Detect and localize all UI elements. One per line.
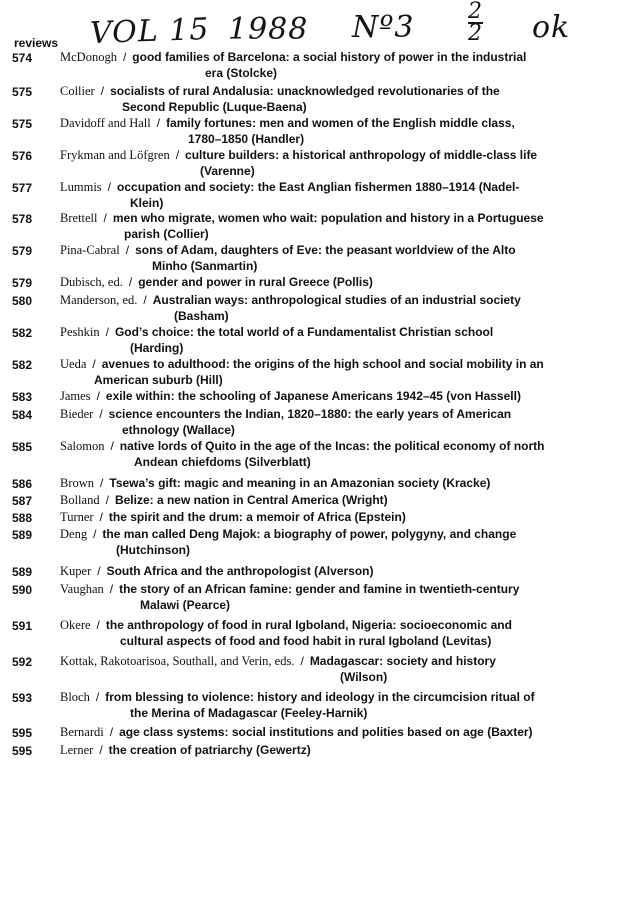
- page-number: 574: [12, 51, 33, 65]
- title-continued: Malawi (Pearce): [140, 597, 231, 612]
- entry-text: [60, 493, 620, 509]
- list-item: [0, 493, 620, 509]
- handwritten-annotation: [0, 0, 620, 56]
- separator: /: [125, 243, 130, 257]
- separator: /: [95, 690, 100, 704]
- entry-text: [60, 148, 620, 179]
- author: Vaughan: [60, 582, 104, 596]
- list-item: [0, 439, 620, 470]
- entry-text: [60, 243, 620, 274]
- page-number: 589: [12, 528, 33, 542]
- entry-text: [60, 325, 620, 356]
- list-item: [0, 407, 620, 438]
- separator: /: [99, 407, 103, 421]
- list-item: [0, 325, 620, 356]
- title: the spirit and the drum: a memoir of Africa (Epstein): [108, 510, 406, 524]
- author: Bernardi: [60, 725, 104, 739]
- entry-text: [60, 725, 620, 741]
- list-item: [0, 275, 620, 291]
- title-continued: (Basham): [174, 308, 229, 323]
- title: native lords of Quito in the age of the Incas: the political economy of north: [119, 439, 545, 453]
- title: good families of Barcelona: a social history of power in the industrial: [132, 50, 527, 64]
- title-continued: ethnology (Wallace): [122, 422, 235, 437]
- list-item: [0, 211, 620, 242]
- author: Bolland: [60, 493, 100, 507]
- entry-text: [60, 476, 620, 492]
- title: age class systems: social institutions and polities based on age (Baxter): [119, 725, 533, 739]
- page-number: 595: [12, 744, 33, 758]
- page-number: 582: [12, 326, 33, 340]
- list-item: [0, 148, 620, 179]
- page-number: 595: [12, 726, 33, 740]
- title: exile within: the schooling of Japanese Americans 1942–45 (von Hassell): [105, 389, 521, 403]
- separator: /: [97, 564, 101, 578]
- separator: /: [103, 211, 107, 225]
- title-continued: Andean chiefdoms (Silverblatt): [134, 454, 311, 469]
- list-item: [0, 476, 620, 492]
- separator: /: [96, 618, 100, 632]
- entry-text: [60, 293, 620, 324]
- list-item: [0, 725, 620, 741]
- separator: /: [105, 493, 109, 507]
- handwritten-fraction-bottom: 2: [468, 21, 483, 46]
- list-item: [0, 180, 620, 211]
- page-number: 585: [12, 440, 33, 454]
- title: Tsewa’s gift: magic and meaning in an Amazonian society (Kracke): [109, 476, 491, 490]
- title-continued: Minho (Sanmartin): [152, 258, 258, 273]
- author: Lerner: [60, 743, 94, 757]
- separator: /: [300, 654, 304, 668]
- author: Okere: [60, 618, 91, 632]
- title: South Africa and the anthropologist (Alverson): [106, 564, 374, 578]
- title: from blessing to violence: history and ideology in the circumcision ritual of: [105, 690, 535, 704]
- page-number: 589: [12, 565, 33, 579]
- title: Australian ways: anthropological studies of an industrial society: [152, 293, 521, 307]
- page-number: 575: [12, 117, 33, 131]
- separator: /: [100, 476, 104, 490]
- separator: /: [96, 389, 100, 403]
- entry-text: [60, 654, 620, 685]
- author: Bieder: [60, 407, 94, 421]
- author: Collier: [60, 84, 95, 98]
- list-item: [0, 510, 620, 526]
- handwritten-year: 1988: [228, 12, 309, 47]
- page-number: 580: [12, 294, 33, 308]
- title-continued: American suburb (Hill): [94, 372, 223, 387]
- entry-text: [60, 275, 620, 291]
- entry-text: [60, 618, 620, 649]
- separator: /: [100, 84, 105, 98]
- list-item: [0, 116, 620, 147]
- author: Salomon: [60, 439, 105, 453]
- separator: /: [99, 743, 103, 757]
- title: gender and power in rural Greece (Pollis): [138, 275, 373, 289]
- separator: /: [99, 510, 103, 524]
- author: Kottak, Rakotoarisoa, Southall, and Verin, eds.: [60, 654, 295, 668]
- list-item: [0, 50, 620, 81]
- separator: /: [175, 148, 180, 162]
- entry-text: [60, 389, 620, 405]
- entry-text: [60, 116, 620, 147]
- author: Bloch: [60, 690, 90, 704]
- author: Ueda: [60, 357, 87, 371]
- author: Frykman and Löfgren: [60, 148, 170, 162]
- list-item: [0, 293, 620, 324]
- author: Brettell: [60, 211, 98, 225]
- title-continued: parish (Collier): [124, 226, 209, 241]
- list-item: [0, 743, 620, 759]
- title: Madagascar: society and history: [309, 654, 496, 668]
- author: Manderson, ed.: [60, 293, 138, 307]
- separator: /: [122, 50, 127, 64]
- entry-text: [60, 50, 620, 81]
- title-continued: (Hutchinson): [116, 542, 190, 557]
- page-number: 577: [12, 181, 33, 195]
- separator: /: [109, 725, 114, 739]
- separator: /: [143, 293, 147, 307]
- title: family fortunes: men and women of the English middle class,: [166, 116, 515, 130]
- list-item: [0, 527, 620, 558]
- separator: /: [107, 180, 112, 194]
- entry-text: [60, 407, 620, 438]
- handwritten-ok: ok: [532, 10, 571, 45]
- title-continued: 1780–1850 (Handler): [188, 131, 305, 146]
- page-number: 588: [12, 511, 33, 525]
- page-number: 579: [12, 244, 33, 258]
- separator: /: [93, 527, 97, 541]
- handwritten-fraction-top: 2: [468, 0, 483, 24]
- separator: /: [109, 582, 114, 596]
- entry-text: [60, 564, 620, 580]
- title-continued: the Merina of Madagascar (Feeley-Harnik): [130, 705, 368, 720]
- title-continued: (Wilson): [340, 669, 388, 684]
- page-number: 593: [12, 691, 33, 705]
- separator: /: [110, 439, 114, 453]
- entry-text: [60, 743, 620, 759]
- author: McDonogh: [60, 50, 117, 64]
- entry-text: [60, 357, 620, 388]
- separator: /: [105, 325, 109, 339]
- author: James: [60, 389, 91, 403]
- author: Turner: [60, 510, 94, 524]
- author: Davidoff and Hall: [60, 116, 151, 130]
- title: occupation and society: the East Anglian fishermen 1880–1914 (Nadel-: [117, 180, 520, 194]
- author: Lummis: [60, 180, 102, 194]
- page-number: 586: [12, 477, 33, 491]
- handwritten-volume: VOL 15: [89, 11, 210, 52]
- title: avenues to adulthood: the origins of the high school and social mobility in an: [101, 357, 544, 371]
- separator: /: [92, 357, 96, 371]
- title: socialists of rural Andalusia: unacknowledged revolutionaries of the: [110, 84, 500, 98]
- entry-text: [60, 582, 620, 613]
- title: Belize: a new nation in Central America (Wright): [114, 493, 388, 507]
- entry-text: [60, 439, 620, 470]
- title: sons of Adam, daughters of Eve: the peasant worldview of the Alto: [135, 243, 516, 257]
- entry-text: [60, 510, 620, 526]
- title: men who migrate, women who wait: population and history in a Portuguese: [112, 211, 544, 225]
- section-header: reviews: [14, 36, 59, 50]
- title: culture builders: a historical anthropology of middle-class life: [185, 148, 538, 162]
- title-continued: Klein): [130, 195, 164, 210]
- page-number: 590: [12, 583, 33, 597]
- page-number: 578: [12, 212, 33, 226]
- author: Pina-Cabral: [60, 243, 120, 257]
- page-number: 592: [12, 655, 33, 669]
- title: the man called Deng Majok: a biography of power, polygyny, and change: [102, 527, 517, 541]
- list-item: [0, 84, 620, 115]
- handwritten-issue: Nº3: [352, 10, 415, 45]
- page-number: 591: [12, 619, 33, 633]
- page-number: 575: [12, 85, 33, 99]
- title: the story of an African famine: gender and famine in twentieth-century: [119, 582, 520, 596]
- list-item: [0, 654, 620, 685]
- separator: /: [156, 116, 161, 130]
- author: Brown: [60, 476, 95, 490]
- title: the creation of patriarchy (Gewertz): [108, 743, 311, 757]
- page-number: 579: [12, 276, 33, 290]
- list-item: [0, 690, 620, 721]
- title: God’s choice: the total world of a Fundamentalist Christian school: [114, 325, 494, 339]
- entry-text: [60, 690, 620, 721]
- entry-text: [60, 211, 620, 242]
- title-continued: era (Stolcke): [205, 65, 278, 80]
- page-number: 584: [12, 408, 33, 422]
- title-continued: cultural aspects of food and food habit in rural Igboland (Levitas): [120, 633, 492, 648]
- page-number: 587: [12, 494, 33, 508]
- author: Peshkin: [60, 325, 100, 339]
- author: Deng: [60, 527, 88, 541]
- list-item: [0, 582, 620, 613]
- author: Kuper: [60, 564, 92, 578]
- list-item: [0, 618, 620, 649]
- separator: /: [128, 275, 133, 289]
- entry-text: [60, 527, 620, 558]
- author: Dubisch, ed.: [60, 275, 123, 289]
- page-number: 582: [12, 358, 33, 372]
- page-number: 583: [12, 390, 33, 404]
- list-item: [0, 357, 620, 388]
- title-continued: Second Republic (Luque-Baena): [122, 99, 307, 114]
- list-item: [0, 389, 620, 405]
- title: the anthropology of food in rural Igboland, Nigeria: socioeconomic and: [105, 618, 512, 632]
- title-continued: (Varenne): [200, 163, 255, 178]
- page-number: 576: [12, 149, 33, 163]
- title: science encounters the Indian, 1820–1880: the early years of American: [108, 407, 512, 421]
- list-item: [0, 564, 620, 580]
- list-item: [0, 243, 620, 274]
- title-continued: (Harding): [130, 340, 184, 355]
- entry-text: [60, 180, 620, 211]
- entry-text: [60, 84, 620, 115]
- handwritten-fraction: [468, 2, 483, 44]
